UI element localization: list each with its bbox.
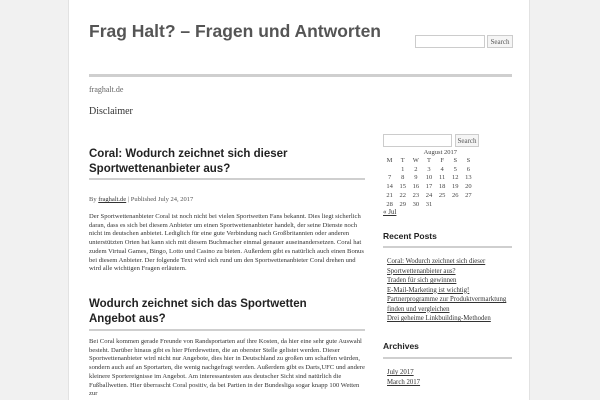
calendar-day: 9: [414, 174, 418, 182]
sidebar-search-form: [383, 134, 479, 147]
calendar-day: 1: [401, 165, 405, 173]
recent-posts-title: Recent Posts: [383, 231, 437, 241]
calendar-day: 19: [452, 183, 459, 191]
post-title-divider: [89, 178, 365, 180]
calendar-day: 26: [452, 192, 459, 200]
recent-post-link[interactable]: Drei geheime Linkbuilding-Methoden: [387, 315, 491, 322]
calendar-day: 24: [425, 192, 433, 200]
calendar-day: [449, 200, 462, 209]
header-search-form: [415, 35, 513, 48]
calendar-day: 25: [438, 192, 446, 200]
post-subheading: Wodurch zeichnet sich das Sportwetten Angebot aus?: [89, 298, 307, 325]
calendar-weekday-row: [383, 156, 475, 165]
recent-posts-list: [387, 257, 512, 324]
calendar-day: 6: [466, 165, 471, 173]
calendar-day: 2: [414, 165, 418, 173]
calendar-day: 11: [439, 174, 446, 182]
archives-divider: [383, 357, 512, 359]
calendar-day: 3: [427, 165, 431, 173]
calendar-day: 21: [386, 192, 393, 200]
sidebar-search-input[interactable]: [383, 134, 452, 147]
calendar-day: 18: [438, 183, 446, 191]
calendar-day: 30: [412, 200, 420, 208]
calendar-day: 16: [412, 183, 420, 191]
calendar-day: 12: [452, 174, 459, 182]
weekday-label: T: [400, 156, 405, 164]
post-meta: [89, 196, 193, 203]
recent-post-link[interactable]: Coral: Wodurch zeichnet sich dieser Sportwettenanbieter aus?: [387, 258, 486, 275]
header-search-input[interactable]: [415, 35, 485, 48]
weekday-label: S: [466, 156, 471, 164]
post-title[interactable]: Coral: Wodurch zeichnet sich dieser Sportwettenanbieter aus?: [89, 148, 288, 175]
recent-post-link[interactable]: Traden für sich gewinnen: [387, 277, 457, 284]
calendar-day: 28: [386, 200, 393, 208]
site-description: fraghalt.de: [89, 85, 124, 94]
calendar-day: 29: [399, 200, 406, 208]
page-container: [68, 0, 530, 400]
calendar-week-row: [383, 174, 475, 183]
recent-posts-divider: [383, 246, 512, 248]
weekday-label: T: [427, 156, 431, 164]
calendar-widget: [383, 149, 475, 209]
calendar-prev-link[interactable]: « Jul: [383, 208, 397, 216]
calendar-day: 22: [399, 192, 406, 200]
nav-item-disclaimer[interactable]: Disclaimer: [89, 106, 133, 117]
archive-link[interactable]: March 2017: [387, 378, 421, 386]
calendar-day: [436, 200, 449, 209]
calendar-day: 20: [465, 183, 472, 191]
post-paragraph-1: Der Sportwettenanbieter Coral ist noch nicht bei vielen Sportwetten Fans bekannt. Dies liegt sicherlich daran, dass es sich bei diesem Anbieter um einen Sportwettenanbieter handelt, der seine Dienste noch nicht im deutschen anbietet. Lediglich für eine gute Verbindung nach Großbritannien oder anderen unterstützten Orten hat kann sich mit diesem Buchmacher einmal genauer auseinandersetzen. Coral hat zudem Virtual Games, Bingo, Lotto und Casino zu bieten. Außerdem gibt es natürlich auch einen Bonus bei diesem Anbieter. Der folgende Text wird sich rund um den Sportwettenanbieter Coral drehen und wird alle wichtigen Fragen erläutern.: [89, 213, 364, 273]
calendar-week-row: [383, 182, 475, 191]
author-link[interactable]: fraghalt.de: [98, 196, 127, 203]
meta-published: | Published July 24, 2017: [127, 196, 194, 203]
site-title[interactable]: Frag Halt? – Fragen und Antworten: [89, 21, 381, 41]
archives-title: Archives: [383, 341, 419, 351]
calendar-day: [462, 200, 475, 209]
calendar-day: 10: [425, 174, 433, 182]
calendar-day: 27: [465, 192, 472, 200]
calendar-week-row: [383, 200, 475, 209]
meta-prefix: By: [89, 196, 97, 203]
archives-list: [387, 368, 512, 387]
weekday-label: M: [386, 156, 393, 164]
calendar-day: [383, 165, 396, 174]
archive-link[interactable]: July 2017: [387, 369, 414, 376]
calendar-week-row: [383, 165, 475, 174]
calendar-day: 7: [387, 174, 392, 182]
calendar-day: 15: [399, 183, 406, 191]
weekday-label: W: [412, 156, 419, 164]
calendar-day: 14: [386, 183, 393, 191]
calendar-day: 13: [465, 174, 472, 182]
recent-post-link[interactable]: E-Mail-Marketing ist wichtig!: [387, 286, 470, 294]
weekday-label: F: [440, 156, 444, 164]
post-paragraph-2: Bei Coral kommen gerade Freunde von Randsportarten auf ihre Kosten, da hier eine sehr gute Auswahl besteht. Darüber hinaus gibt es hier Pferdewetten, die an oberster Stelle gelistet werden. Dieser Sportwettenanbieter wird nicht nur Angebote, dies hier in Deutschland zu großen um schaffen würden, sondern auch auf an Sportarten, die wenig nachgefragt werden. Außerdem gibt es Darts,UFC und andere kleinere Sportereignisse im Angebot. Am interessantesten aus deutscher Sicht sind natürlich die Fußballwetten. Hier überrascht Coral positiv, da bei Partien in der Bundesliga sogar knapp 100 Wetten zur: [89, 338, 365, 398]
weekday-label: S: [453, 156, 458, 164]
subheading-divider: [89, 329, 365, 331]
calendar-day: 17: [425, 183, 433, 191]
header-search-button[interactable]: Search: [487, 35, 513, 48]
calendar-day: 5: [453, 165, 457, 173]
calendar-day: 23: [412, 192, 420, 200]
header-divider: [89, 74, 512, 77]
recent-post-link[interactable]: Partnerprogramme zur Produktvermarktung finden und vergleichen: [387, 296, 507, 313]
calendar-week-row: [383, 191, 475, 200]
calendar-day: 31: [425, 200, 433, 208]
calendar-day: 8: [401, 174, 405, 182]
sidebar-search-button[interactable]: Search: [455, 134, 479, 147]
calendar-caption: August 2017: [423, 149, 457, 156]
calendar-day: 4: [440, 165, 444, 173]
